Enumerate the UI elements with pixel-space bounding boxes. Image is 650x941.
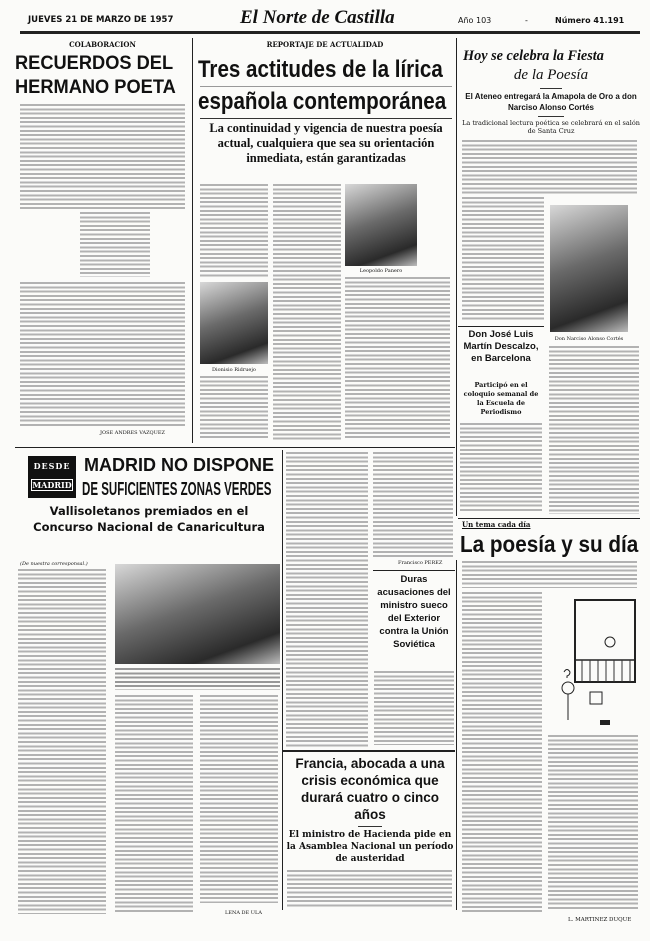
body-text xyxy=(287,870,452,908)
body-text xyxy=(373,452,453,557)
poem-text xyxy=(80,212,150,277)
sweden-article-box xyxy=(373,570,455,749)
body-text xyxy=(286,452,368,747)
photo-caption-text xyxy=(115,668,280,690)
byline: JOSE ANDRES VAZQUEZ xyxy=(100,430,165,436)
issue-date: JUEVES 21 DE MARZO DE 1957 xyxy=(28,15,174,25)
subhead: Vallisoletanos premiados en el Concurso Nacional de Canaricultura xyxy=(33,504,265,534)
barcelona-article-box xyxy=(458,326,544,517)
body-text xyxy=(462,197,544,321)
photo-caption: Don Narciso Alonso Cortés xyxy=(554,336,624,342)
headline: HERMANO POETA xyxy=(15,77,176,98)
body-text xyxy=(20,282,185,427)
body-text xyxy=(20,104,185,209)
section-rule xyxy=(283,750,455,752)
headline: de la Poesía xyxy=(513,67,589,83)
byline: LENA DE ULA xyxy=(225,910,262,916)
body-text xyxy=(115,695,193,913)
section-rule xyxy=(458,518,640,519)
body-text xyxy=(548,735,638,910)
section-label: COLABORACION xyxy=(69,40,136,49)
body-text xyxy=(345,277,450,440)
subhead: Participó en el coloquio semanal de la Escuela de Periodismo xyxy=(463,381,539,416)
body-text xyxy=(200,695,278,903)
body-text xyxy=(462,140,637,195)
cartoon-illustration xyxy=(560,592,640,732)
year-label: Año 103 xyxy=(458,16,492,25)
body-text xyxy=(200,376,268,440)
logo-text: MADRID xyxy=(32,480,72,490)
column-rule xyxy=(192,38,193,443)
section-rule xyxy=(15,447,455,448)
divider xyxy=(200,118,452,119)
dateline: (De nuestra corresponsal.) xyxy=(20,561,88,567)
divider xyxy=(538,116,564,117)
body-text xyxy=(273,184,341,440)
body-text xyxy=(460,423,542,513)
body-text xyxy=(462,561,637,588)
divider xyxy=(540,88,562,89)
body-text xyxy=(549,346,639,514)
headline: española contemporánea xyxy=(198,88,447,115)
desde-madrid-logo xyxy=(28,456,76,498)
issue-number: Número 41.191 xyxy=(555,16,625,25)
separator: - xyxy=(525,16,528,25)
headline: Duras acusaciones del ministro sueco del Exterior contra la Unión Soviética xyxy=(377,574,451,650)
body-text xyxy=(374,671,454,745)
newspaper-title: El Norte de Castilla xyxy=(240,7,395,28)
body-text xyxy=(18,569,106,914)
headline: RECUERDOS DEL xyxy=(15,53,174,74)
kicker: Un tema cada día xyxy=(462,520,531,529)
photo-leopoldo-panero xyxy=(345,184,417,266)
divider xyxy=(200,86,452,87)
photo-caption: Dionisio Ridruejo xyxy=(212,367,256,373)
section-label: REPORTAJE DE ACTUALIDAD xyxy=(266,40,384,49)
photo-caption: Leopoldo Panero xyxy=(359,268,403,274)
subtitle: La continuidad y vigencia de nuestra poesía actual, cualquiera que sea su orientación inmediata, están garantizadas xyxy=(209,121,443,165)
subhead: El ministro de Hacienda pide en la Asamblea Nacional un período de austeridad xyxy=(286,830,454,864)
headline: MADRID NO DISPONE xyxy=(84,455,275,475)
photo-narciso-alonso-cortes xyxy=(550,205,628,332)
logo-text: DESDE xyxy=(33,461,71,471)
byline: Francisco PEREZ xyxy=(398,560,443,566)
photo-dionisio-ridruejo xyxy=(200,282,268,364)
headline: Francia, abocada a una crisis económica que durará cuatro o cinco años xyxy=(295,756,445,822)
headline: DE SUFICIENTES ZONAS VERDES xyxy=(82,479,272,499)
divider xyxy=(358,826,382,827)
body-text xyxy=(200,184,268,277)
column-rule xyxy=(456,560,457,910)
column-rule xyxy=(456,38,457,516)
byline: L. MARTINEZ DUQUE xyxy=(568,917,632,923)
body-text xyxy=(462,592,542,912)
subhead: El Ateneo entregará la Amapola de Oro a don Narciso Alonso Cortés xyxy=(465,92,637,112)
headline: Don José Luis Martín Descalzo, en Barcelona xyxy=(463,329,539,364)
photo-canary-contest xyxy=(115,564,280,664)
cartoon-drawing xyxy=(560,592,640,732)
masthead-rule xyxy=(20,31,640,34)
column-rule xyxy=(282,450,283,910)
headline: La poesía y su día xyxy=(460,531,639,557)
headline: Tres actitudes de la lírica xyxy=(198,56,443,83)
headline: Hoy se celebra la Fiesta xyxy=(463,48,604,64)
deck: La tradicional lectura poética se celebrará en el salón de Santa Cruz xyxy=(462,119,640,135)
